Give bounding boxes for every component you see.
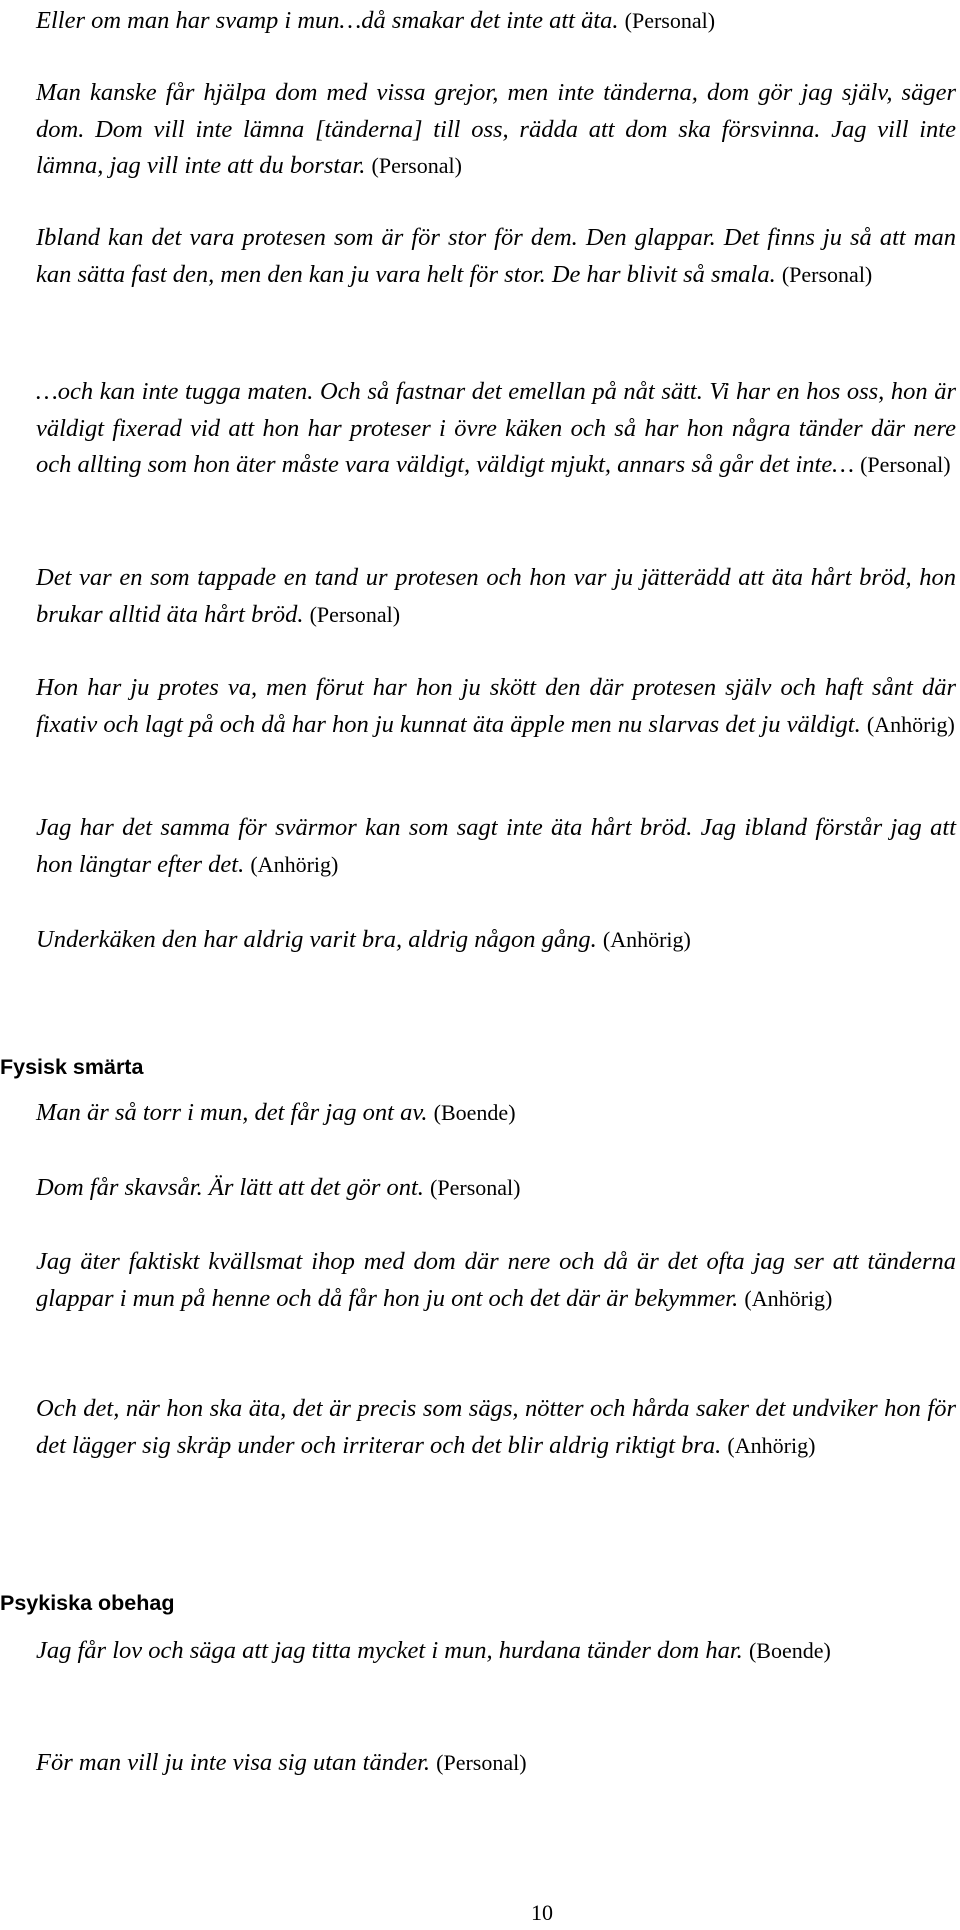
section-heading-psykiska-obehag: Psykiska obehag — [0, 1591, 175, 1615]
quote-source: (Anhörig) — [250, 851, 339, 877]
quote-text: Man är så torr i mun, det får jag ont av. — [36, 1099, 428, 1126]
quote-text: Det var en som tappade en tand ur protesen och hon var ju jätterädd att äta hårt bröd, hon brukar alltid äta hårt bröd. — [36, 564, 956, 628]
quote-source: (Personal) — [860, 452, 951, 477]
quote-text: Ibland kan det vara protesen som är för stor för dem. Den glappar. Det finns ju så att man kan sätta fast den, men den kan ju vara helt för stor. De har blivit så smala. — [36, 224, 956, 288]
quote-source: (Personal) — [309, 601, 401, 627]
quote-source: (Boende) — [433, 1100, 516, 1125]
quote-block — [36, 670, 956, 743]
quote-block — [36, 3, 956, 40]
quote-block — [36, 1170, 956, 1207]
quote-block — [36, 1095, 956, 1132]
quote-source: (Personal) — [430, 1175, 521, 1200]
quote-source: (Personal) — [436, 1750, 527, 1775]
quote-text: Jag får lov och säga att jag titta mycket i mun, hurdana tänder dom har. — [36, 1637, 743, 1664]
quote-block — [36, 560, 956, 633]
quote-source: (Anhörig) — [866, 711, 955, 737]
quote-source: (Anhörig) — [602, 927, 691, 952]
quote-text: För man vill ju inte visa sig utan tänder. — [36, 1749, 431, 1776]
quote-text: Dom får skavsår. Är lätt att det gör ont. — [36, 1174, 424, 1201]
quote-source: (Personal) — [781, 261, 873, 287]
quote-source: (Anhörig) — [744, 1285, 833, 1311]
page-number: 10 — [531, 1900, 553, 1925]
quote-block — [36, 1391, 956, 1464]
quote-text: Jag har det samma för svärmor kan som sagt inte äta hårt bröd. Jag ibland förstår jag att hon längtar efter det. — [36, 814, 956, 878]
quote-block — [36, 220, 956, 293]
quote-source: (Personal) — [624, 8, 716, 33]
quote-block — [36, 1244, 956, 1317]
quote-text: Jag äter faktiskt kvällsmat ihop med dom där nere och då är det ofta jag ser att tänderna glappar i mun på henne och då får hon ju ont och det där är bekymmer. — [36, 1248, 956, 1312]
quote-block — [36, 922, 956, 959]
quote-source: (Boende) — [748, 1638, 831, 1663]
quote-source: (Anhörig) — [727, 1432, 816, 1458]
quote-text: Underkäken den har aldrig varit bra, aldrig någon gång. — [36, 926, 597, 953]
quote-block — [36, 810, 956, 883]
quote-text: Eller om man har svamp i mun…då smakar det inte att äta. — [36, 7, 619, 34]
quote-text: Hon har ju protes va, men förut har hon ju skött den där protesen själv och haft sånt där fixativ och lagt på och då har hon ju kunnat äta äpple men nu slarvas det ju väldigt. — [36, 674, 956, 738]
quote-block — [36, 1745, 956, 1782]
quote-text: Och det, när hon ska äta, det är precis som sägs, nötter och hårda saker det undviker hon för det lägger sig skräp under och irriterar och det blir aldrig riktigt bra. — [36, 1395, 956, 1459]
quote-text: …och kan inte tugga maten. Och så fastnar det emellan på nåt sätt. Vi har en hos oss, hon är väldigt fixerad vid att hon har proteser i övre käken och så har hon några tänder där nere och allting som hon äter måste vara väldigt, väldigt mjukt, annars så går det inte… — [36, 378, 956, 478]
quote-block — [36, 374, 956, 484]
quote-block — [36, 1633, 956, 1670]
quote-block — [36, 75, 956, 185]
section-heading-fysisk-smarta: Fysisk smärta — [0, 1055, 144, 1079]
quote-text: Man kanske får hjälpa dom med vissa grejor, men inte tänderna, dom gör jag själv, säger dom. Dom vill inte lämna [tänderna] till oss, rädda att dom ska försvinna. Jag vill inte lämna, jag vill inte att du borstar. — [36, 79, 956, 179]
quote-source: (Personal) — [371, 153, 462, 178]
